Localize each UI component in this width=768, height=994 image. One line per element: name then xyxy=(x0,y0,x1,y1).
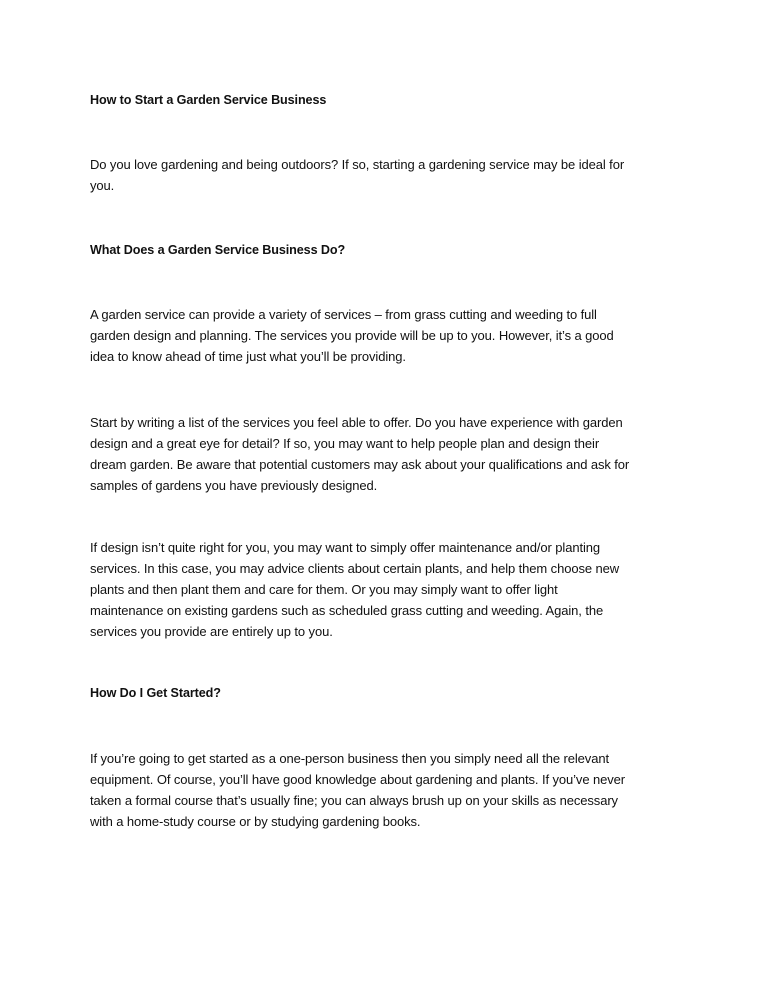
paragraph-line: samples of gardens you have previously designed. xyxy=(90,478,378,493)
section1-paragraph1 xyxy=(90,304,690,367)
paragraph-line: taken a formal course that’s usually fine; you can always brush up on your skills as necessary xyxy=(90,793,618,808)
paragraph-line: If you’re going to get started as a one-person business then you simply need all the relevant xyxy=(90,751,609,766)
paragraph-line: design and a great eye for detail? If so, you may want to help people plan and design their xyxy=(90,436,600,451)
section-heading-text: How Do I Get Started? xyxy=(90,686,221,700)
paragraph-line: maintenance on existing gardens such as scheduled grass cutting and weeding. Again, the xyxy=(90,603,604,618)
document-title xyxy=(90,90,690,111)
paragraph-line: equipment. Of course, you’ll have good knowledge about gardening and plants. If you’ve never xyxy=(90,772,625,787)
paragraph-line: services. In this case, you may advice clients about certain plants, and help them choose new xyxy=(90,561,620,576)
paragraph-line: plants and then plant them and care for them. Or you may simply want to offer light xyxy=(90,582,558,597)
section-heading-text: What Does a Garden Service Business Do? xyxy=(90,243,346,257)
section2-paragraph1 xyxy=(90,748,690,832)
paragraph-line: A garden service can provide a variety of services – from grass cutting and weeding to full xyxy=(90,307,597,322)
paragraph-line: Start by writing a list of the services you feel able to offer. Do you have experience with garden xyxy=(90,415,623,430)
section1-paragraph2 xyxy=(90,412,690,496)
section1-paragraph3 xyxy=(90,537,690,642)
paragraph-line: services you provide are entirely up to you. xyxy=(90,624,333,639)
section-heading-what-does xyxy=(90,240,690,261)
paragraph-line: idea to know ahead of time just what you’ll be providing. xyxy=(90,349,406,364)
paragraph-line: dream garden. Be aware that potential customers may ask about your qualifications and ask for xyxy=(90,457,630,472)
section-heading-get-started xyxy=(90,683,690,704)
intro-line: Do you love gardening and being outdoors? If so, starting a gardening service may be ideal for xyxy=(90,157,625,172)
intro-line: you. xyxy=(90,178,115,193)
document-title-text: How to Start a Garden Service Business xyxy=(90,93,327,107)
paragraph-line: If design isn’t quite right for you, you may want to simply offer maintenance and/or planting xyxy=(90,540,601,555)
paragraph-line: garden design and planning. The services you provide will be up to you. However, it’s a good xyxy=(90,328,614,343)
paragraph-line: with a home-study course or by studying gardening books. xyxy=(90,814,421,829)
intro-paragraph xyxy=(90,154,690,196)
